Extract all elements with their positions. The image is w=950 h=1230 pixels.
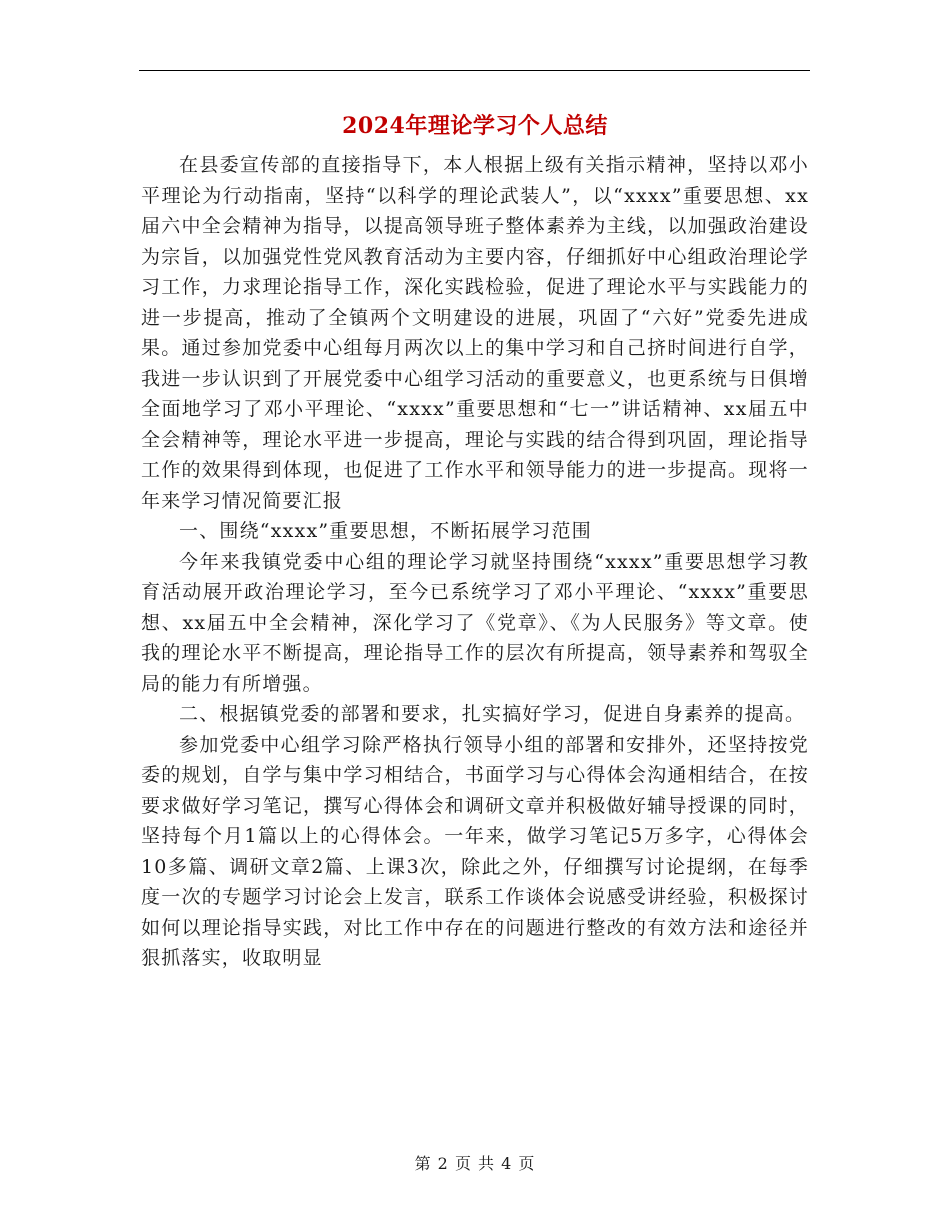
document-body [141, 150, 809, 974]
section-heading-1: 一、围绕“xxxx”重要思想，不断拓展学习范围 [179, 520, 592, 542]
paragraph-section-2: 参加党委中心组学习除严格执行领导小组的部署和安排外，还坚持按党委的规划，自学与集中学习相结合，书面学习与心得体会沟通相结合，在按要求做好学习笔记，撰写心得体会和调研文章并积极做好辅导授课的同时，坚持每个月1篇以上的心得体会。一年来，做学习笔记5万多字，心得体会10多篇、调研文章2篇、上课3次，除此之外，仔细撰写讨论提纲，在每季度一次的专题学习讨论会上发言，联系工作谈体会说感受讲经验，积极探讨如何以理论指导实践，对比工作中存在的问题进行整改的有效方法和途径并狠抓落实，收取明显 [141, 733, 809, 969]
section-heading-2: 二、根据镇党委的部署和要求，扎实搞好学习，促进自身素养的提高。 [179, 703, 806, 725]
page-number-footer: 第 2 页 共 4 页 [414, 1154, 536, 1173]
header-rule [139, 70, 810, 71]
document-title: 2024年理论学习个人总结 [342, 113, 608, 139]
paragraph-section-1: 今年来我镇党委中心组的理论学习就坚持围绕“xxxx”重要思想学习教育活动展开政治理论学习，至今已系统学习了邓小平理论、“xxxx”重要思想、xx届五中全会精神，深化学习了《党章》、《为人民服务》等文章。使我的理论水平不断提高，理论指导工作的层次有所提高，领导素养和驾驭全局的能力有所增强。 [141, 550, 809, 695]
paragraph-intro: 在县委宣传部的直接指导下，本人根据上级有关指示精神，坚持以邓小平理论为行动指南，坚持“以科学的理论武装人”，以“xxxx”重要思想、xx届六中全会精神为指导，以提高领导班子整体素养为主线，以加强政治建设为宗旨，以加强党性党风教育活动为主要内容，仔细抓好中心组政治理论学习工作，力求理论指导工作，深化实践检验，促进了理论水平与实践能力的进一步提高，推动了全镇两个文明建设的进展，巩固了“六好”党委先进成果。通过参加党委中心组每月两次以上的集中学习和自己挤时间进行自学，我进一步认识到了开展党委中心组学习活动的重要意义，也更系统与日俱增全面地学习了邓小平理论、“xxxx”重要思想和“七一”讲话精神、xx届五中全会精神等，理论水平进一步提高，理论与实践的结合得到巩固，理论指导工作的效果得到体现，也促进了工作水平和领导能力的进一步提高。现将一年来学习情况简要汇报 [141, 154, 809, 512]
